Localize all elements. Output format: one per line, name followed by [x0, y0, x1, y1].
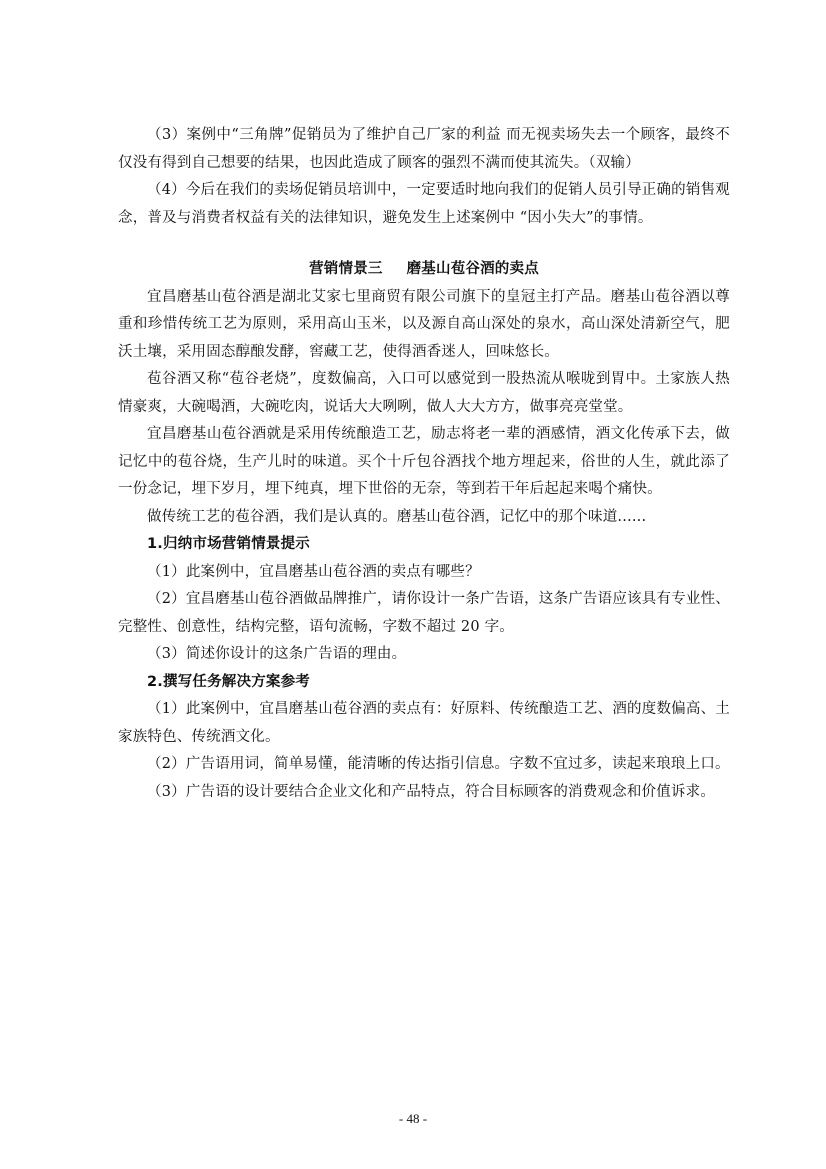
case-paragraph-3: （3）案例中“三角牌”促销员为了维护自己厂家的利益 而无视卖场失去一个顾客，最终不仅没有得到自己想要的结果，也因此造成了顾客的强烈不满而使其流失。（双输） [118, 127, 730, 171]
part1-heading: 1.归纳市场营销情景提示 [147, 536, 310, 552]
section-spacer [118, 232, 730, 256]
page-number: - 48 - [398, 1111, 428, 1126]
section-heading [118, 256, 730, 284]
part1-item-2: （2）宜昌磨基山苞谷酒做品牌推广，请你设计一条广告语，这条广告语应该具有专业性、完整性、创意性，结构完整，语句流畅，字数不超过 20 字。 [118, 591, 730, 635]
part1-item-3: （3）简述你设计的这条广告语的理由。 [147, 646, 407, 662]
part2-item-1: （1）此案例中，宜昌磨基山苞谷酒的卖点有：好原料、传统酿造工艺、酒的度数偏高、土家族特色、传统酒文化。 [118, 701, 730, 745]
case-paragraph-4: （4）今后在我们的卖场促销员培训中，一定要适时地向我们的促销人员引导正确的销售观念，普及与消费者权益有关的法律知识，避免发生上述案例中 “因小失大”的事情。 [118, 182, 730, 226]
body-paragraph-tradition: 宜昌磨基山苞谷酒就是采用传统酿造工艺，励志将老一辈的酒感情，酒文化传承下去，做记忆中的苞谷烧，生产儿时的味道。买个十斤包谷酒找个地方埋起来，俗世的人生，就此添了一份念记，埋下岁月，埋下纯真，埋下世俗的无奈，等到若干年后起起来喝个痛快。 [118, 426, 730, 497]
part1-item-1: （1）此案例中，宜昌磨基山苞谷酒的卖点有哪些？ [147, 563, 480, 580]
body-paragraph-intro: 宜昌磨基山苞谷酒是湖北艾家七里商贸有限公司旗下的皇冠主打产品。磨基山苞谷酒以尊重和珍惜传统工艺为原则，采用高山玉米，以及源自高山深处的泉水，高山深处清新空气，肥沃土壤，采用固态醇酿发酵，窖藏工艺，使得酒香迷人，回味悠长。 [118, 288, 730, 360]
part2-heading: 2.撰写任务解决方案参考 [147, 673, 310, 690]
section-label: 营销情景三 [309, 261, 383, 277]
part2-item-2: （2）广告语用词，简单易懂，能清晰的传达指引信息。字数不宜过多，读起来琅琅上口。 [147, 756, 730, 772]
page-content [118, 122, 730, 806]
section-title: 磨基山苞谷酒的卖点 [406, 261, 539, 277]
body-paragraph-slogan: 做传统工艺的苞谷酒，我们是认真的。磨基山苞谷酒，记忆中的那个味道...... [147, 508, 647, 525]
body-paragraph-nickname: 苞谷酒又称“苞谷老烧”，度数偏高，入口可以感觉到一股热流从喉咙到胃中。土家族人热情豪爽，大碗喝酒，大碗吃肉，说话大大咧咧，做人大大方方，做事亮亮堂堂。 [118, 371, 730, 415]
part2-item-3: （3）广告语的设计要结合企业文化和产品特点，符合目标顾客的消费观念和价值诉求。 [147, 783, 716, 800]
